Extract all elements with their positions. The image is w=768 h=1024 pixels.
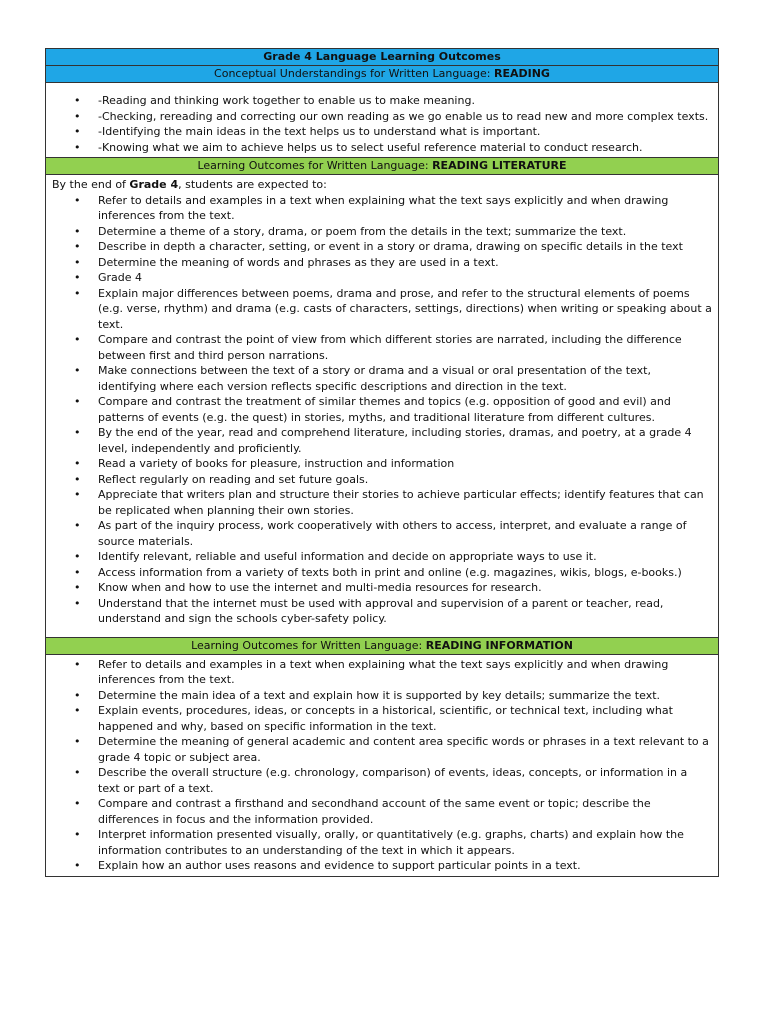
list-item: • Explain how an author uses reasons and evidence to support particular points in a text.: [98, 858, 712, 874]
list-item: • Determine the main idea of a text and explain how it is supported by key details; summarize the text.: [98, 688, 712, 704]
conceptual-heading-prefix: Conceptual Understandings for Written Language:: [214, 67, 494, 80]
information-list: [52, 657, 712, 874]
list-item: • By the end of the year, read and comprehend literature, including stories, dramas, and poetry, at a grade 4 level, independently and proficiently.: [98, 425, 712, 456]
list-item: • Understand that the internet must be used with approval and supervision of a parent or teacher, read, understand and sign the schools cyber-safety policy.: [98, 596, 712, 627]
outcomes-document: [45, 48, 719, 877]
information-heading-bold: READING INFORMATION: [425, 638, 573, 652]
literature-heading-prefix: Learning Outcomes for Written Language:: [197, 159, 433, 172]
literature-intro: [52, 177, 712, 193]
document-title: Grade 4 Language Learning Outcomes: [263, 50, 501, 63]
list-item: • Explain events, procedures, ideas, or concepts in a historical, scientific, or technical text, including what happened and why, based on specific information in the text.: [98, 703, 712, 734]
list-item: • -Checking, rereading and correcting our own reading as we go enable us to read new and more complex texts.: [98, 109, 712, 125]
list-item: • Refer to details and examples in a text when explaining what the text says explicitly and when drawing inferences from the text.: [98, 657, 712, 688]
intro-before: By the end of: [52, 178, 130, 191]
list-item: • -Reading and thinking work together to enable us to make meaning.: [98, 93, 712, 109]
information-heading-bar: [46, 637, 718, 655]
list-item: • Determine the meaning of general academic and content area specific words or phrases in a text relevant to a grade 4 topic or subject area.: [98, 734, 712, 765]
list-item: • Explain major differences between poems, drama and prose, and refer to the structural elements of poems (e.g. verse, rhythm) and drama (e.g. casts of characters, settings, directions) when writing or speaking about a text.: [98, 286, 712, 333]
list-item: • Compare and contrast a firsthand and secondhand account of the same event or topic; describe the differences in focus and the information provided.: [98, 796, 712, 827]
list-item: • Know when and how to use the internet and multi-media resources for research.: [98, 580, 712, 596]
list-item: • Reflect regularly on reading and set future goals.: [98, 472, 712, 488]
list-item: • Determine a theme of a story, drama, or poem from the details in the text; summarize the text.: [98, 224, 712, 240]
list-item: • As part of the inquiry process, work cooperatively with others to access, interpret, and evaluate a range of source materials.: [98, 518, 712, 549]
list-item: • Compare and contrast the treatment of similar themes and topics (e.g. opposition of good and evil) and patterns of events (e.g. the quest) in stories, myths, and traditional literature from different cultures.: [98, 394, 712, 425]
list-item: • Interpret information presented visually, orally, or quantitatively (e.g. graphs, charts) and explain how the information contributes to an understanding of the text in which it appears.: [98, 827, 712, 858]
list-item: • Read a variety of books for pleasure, instruction and information: [98, 456, 712, 472]
conceptual-section: [46, 83, 718, 157]
literature-heading-bold: READING LITERATURE: [432, 159, 567, 172]
conceptual-list: [52, 93, 712, 155]
list-item: • Compare and contrast the point of view from which different stories are narrated, including the difference between first and third person narrations.: [98, 332, 712, 363]
literature-heading-bar: [46, 157, 718, 175]
list-item: • -Identifying the main ideas in the text helps us to understand what is important.: [98, 124, 712, 140]
information-heading-prefix: Learning Outcomes for Written Language:: [191, 638, 426, 652]
list-item: • Determine the meaning of words and phrases as they are used in a text.: [98, 255, 712, 271]
list-item: • -Knowing what we aim to achieve helps us to select useful reference material to conduct research.: [98, 140, 712, 156]
intro-after: , students are expected to:: [178, 178, 327, 191]
information-section: [46, 655, 718, 876]
list-item: • Describe in depth a character, setting, or event in a story or drama, drawing on specific details in the text: [98, 239, 712, 255]
document-title-bar: [46, 49, 718, 66]
list-item: • Make connections between the text of a story or drama and a visual or oral presentation of the text, identifying where each version reflects specific descriptions and direction in the text.: [98, 363, 712, 394]
list-item: • Describe the overall structure (e.g. chronology, comparison) of events, ideas, concepts, or information in a text or part of a text.: [98, 765, 712, 796]
list-item: • Identify relevant, reliable and useful information and decide on appropriate ways to use it.: [98, 549, 712, 565]
list-item: • Grade 4: [98, 270, 712, 286]
literature-list: [52, 193, 712, 627]
list-item: • Access information from a variety of texts both in print and online (e.g. magazines, wikis, blogs, e-books.): [98, 565, 712, 581]
list-item: • Appreciate that writers plan and structure their stories to achieve particular effects; identify features that can be replicated when planning their own stories.: [98, 487, 712, 518]
list-item: • Refer to details and examples in a text when explaining what the text says explicitly and when drawing inferences from the text.: [98, 193, 712, 224]
conceptual-heading-bar: [46, 66, 718, 83]
intro-grade: Grade 4: [129, 178, 179, 191]
conceptual-heading-bold: READING: [494, 67, 550, 80]
literature-section: [46, 175, 718, 637]
